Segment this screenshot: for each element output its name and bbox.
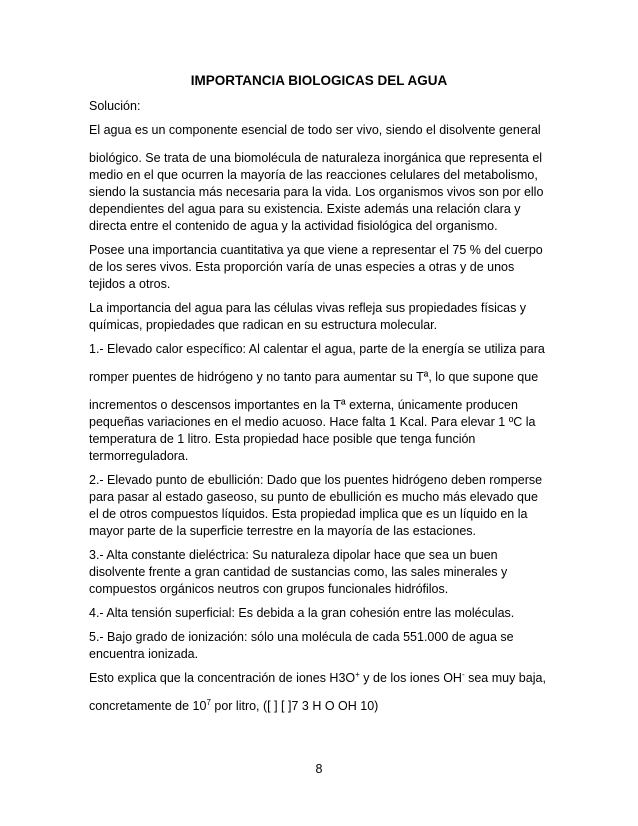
solution-label: Solución: (89, 99, 141, 113)
document-body (89, 98, 559, 715)
superscript-minus: - (461, 669, 465, 679)
paragraph-line: compuestos orgánicos neutros con grupos funcionales hidrófilos. (89, 582, 449, 596)
paragraph-line: pequeñas variaciones en el medio acuoso. Hace falta 1 Kcal. Para elevar 1 ºC la (89, 415, 536, 429)
paragraph-line: temperatura de 1 litro. Esta propiedad hace posible que tenga función (89, 432, 476, 446)
paragraph-line: 5.- Bajo grado de ionización: sólo una molécula de cada 551.000 de agua se (89, 630, 514, 644)
paragraph-line: encuentra ionizada. (89, 647, 199, 661)
text-run: por litro, ([ ] [ ]7 3 H O OH 10) (210, 699, 379, 713)
paragraph-line: 4.- Alta tensión superficial: Es debida a la gran cohesión entre las moléculas. (89, 606, 515, 620)
text-run: sea muy baja, (464, 671, 546, 685)
paragraph-line: termorreguladora. (89, 449, 189, 463)
paragraph-line: 3.- Alta constante dieléctrica: Su naturaleza dipolar hace que sea un buen (89, 548, 498, 562)
paragraph-line: romper puentes de hidrógeno y no tanto para aumentar su Tª, lo que supone que (89, 370, 539, 384)
text-run: Esto explica que la concentración de iones H3O (89, 671, 356, 685)
document-title: IMPORTANCIA BIOLOGICAS DEL AGUA (190, 73, 448, 88)
paragraph-line: químicas, propiedades que radican en su estructura molecular. (89, 318, 438, 332)
paragraph-line: directa entre el contenido de agua y la actividad fisiológica del organismo. (89, 219, 498, 233)
superscript-exponent: 7 (206, 697, 211, 707)
paragraph-line: disolvente frente a gran cantidad de sustancias como, las sales minerales y (89, 565, 508, 579)
paragraph-line: siendo la sustancia más necesaria para la vida. Los organismos vivos son por ello (89, 185, 544, 199)
paragraph-line (89, 698, 559, 715)
paragraph-line: El agua es un componente esencial de todo ser vivo, siendo el disolvente general (89, 123, 541, 137)
paragraph-line: para pasar al estado gaseoso, su punto de ebullición es mucho más elevado que (89, 490, 538, 504)
paragraph-line: mayor parte de la superficie terrestre en la mayoría de las estaciones. (89, 524, 476, 538)
paragraph-line: tejidos a otros. (89, 277, 171, 291)
paragraph-line: el de otros compuestos líquidos. Esta propiedad implica que es un líquido en la (89, 507, 528, 521)
paragraph-line: incrementos o descensos importantes en la Tª externa, únicamente producen (89, 398, 518, 412)
page-number: 8 (315, 762, 323, 776)
paragraph-line: biológico. Se trata de una biomolécula de naturaleza inorgánica que representa el (89, 151, 543, 165)
paragraph-line: 2.- Elevado punto de ebullición: Dado que los puentes hidrógeno deben romperse (89, 473, 543, 487)
text-run: y de los iones OH (359, 671, 462, 685)
paragraph-line: 1.- Elevado calor específico: Al calentar el agua, parte de la energía se utiliza para (89, 342, 545, 356)
paragraph-line (89, 670, 559, 687)
text-run: concretamente de 10 (89, 699, 207, 713)
paragraph-line: dependientes del agua para su existencia. Existe además una relación clara y (89, 202, 521, 216)
paragraph-line: Posee una importancia cuantitativa ya que viene a representar el 75 % del cuerpo (89, 243, 543, 257)
paragraph-line: La importancia del agua para las células vivas refleja sus propiedades físicas y (89, 301, 527, 315)
paragraph-line: de los seres vivos. Esta proporción varía de unas especies a otras y de unos (89, 260, 515, 274)
superscript-plus: + (355, 669, 360, 679)
paragraph-line: medio en el que ocurren la mayoría de las reacciones celulares del metabolismo, (89, 168, 538, 182)
